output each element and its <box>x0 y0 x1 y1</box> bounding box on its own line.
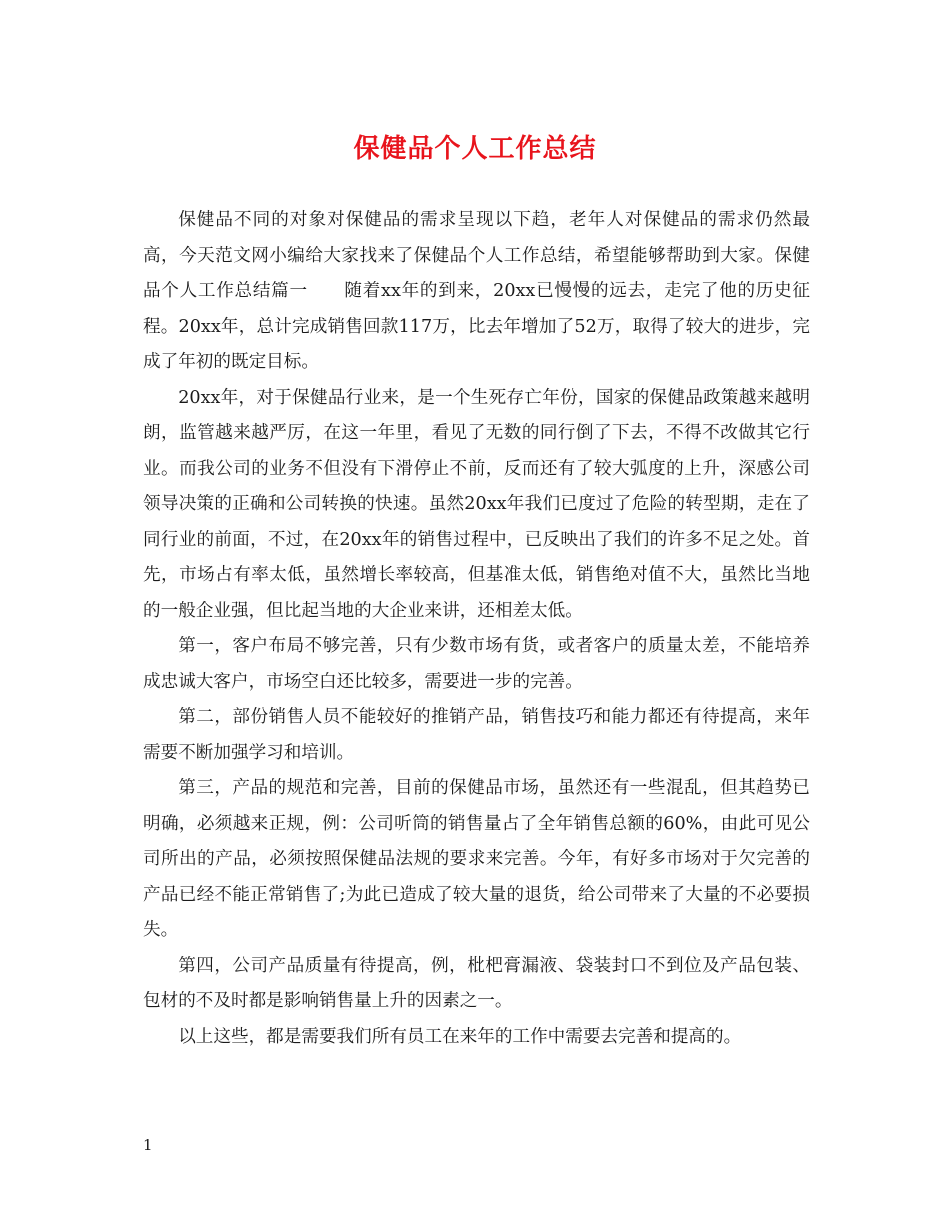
document-title: 保健品个人工作总结 <box>353 134 597 164</box>
paragraph: 第二，部份销售人员不能较好的推销产品，销售技巧和能力都还有待提高，来年需要不断加强学习和培训。 <box>143 707 810 763</box>
page-number: 1 <box>143 1136 153 1154</box>
paragraph: 第三，产品的规范和完善，目前的保健品市场，虽然还有一些混乱，但其趋势已明确，必须越来正规，例：公司听筒的销售量占了全年销售总额的60%，由此可见公司所出的产品，必须按照保健品法规的要求来完善。今年，有好多市场对于欠完善的产品已经不能正常销售了;为此已造成了较大量的退货，给公司带来了大量的不必要损失。 <box>143 778 810 940</box>
paragraph: 保健品不同的对象对保健品的需求呈现以下趋，老年人对保健品的需求仍然最高，今天范文网小编给大家找来了保健品个人工作总结，希望能够帮助到大家。保健品个人工作总结篇一 随着xx年的到来，20xx已慢慢的远去，走完了他的历史征程。20xx年，总计完成销售回款117万，比去年增加了52万，取得了较大的进步，完成了年初的既定目标。 <box>143 210 810 372</box>
paragraph: 20xx年，对于保健品行业来，是一个生死存亡年份，国家的保健品政策越来越明朗，监管越来越严厉，在这一年里，看见了无数的同行倒了下去，不得不改做其它行业。而我公司的业务不但没有下滑停止不前，反而还有了较大弧度的上升，深感公司领导决策的正确和公司转换的快速。虽然20xx年我们已度过了危险的转型期，走在了同行业的前面，不过，在20xx年的销售过程中，已反映出了我们的许多不足之处。首先，市场占有率太低，虽然增长率较高，但基准太低，销售绝对值不大，虽然比当地的一般企业强，但比起当地的大企业来讲，还相差太低。 <box>143 387 810 621</box>
paragraph: 第四，公司产品质量有待提高，例，枇杷膏漏液、袋装封口不到位及产品包装、包材的不及时都是影响销售量上升的因素之一。 <box>143 955 810 1011</box>
document-body <box>143 203 810 1055</box>
paragraph: 以上这些，都是需要我们所有员工在来年的工作中需要去完善和提高的。 <box>178 1026 742 1047</box>
paragraph: 第一，客户布局不够完善，只有少数市场有货，或者客户的质量太差，不能培养成忠诚大客户，市场空白还比较多，需要进一步的完善。 <box>143 636 810 692</box>
